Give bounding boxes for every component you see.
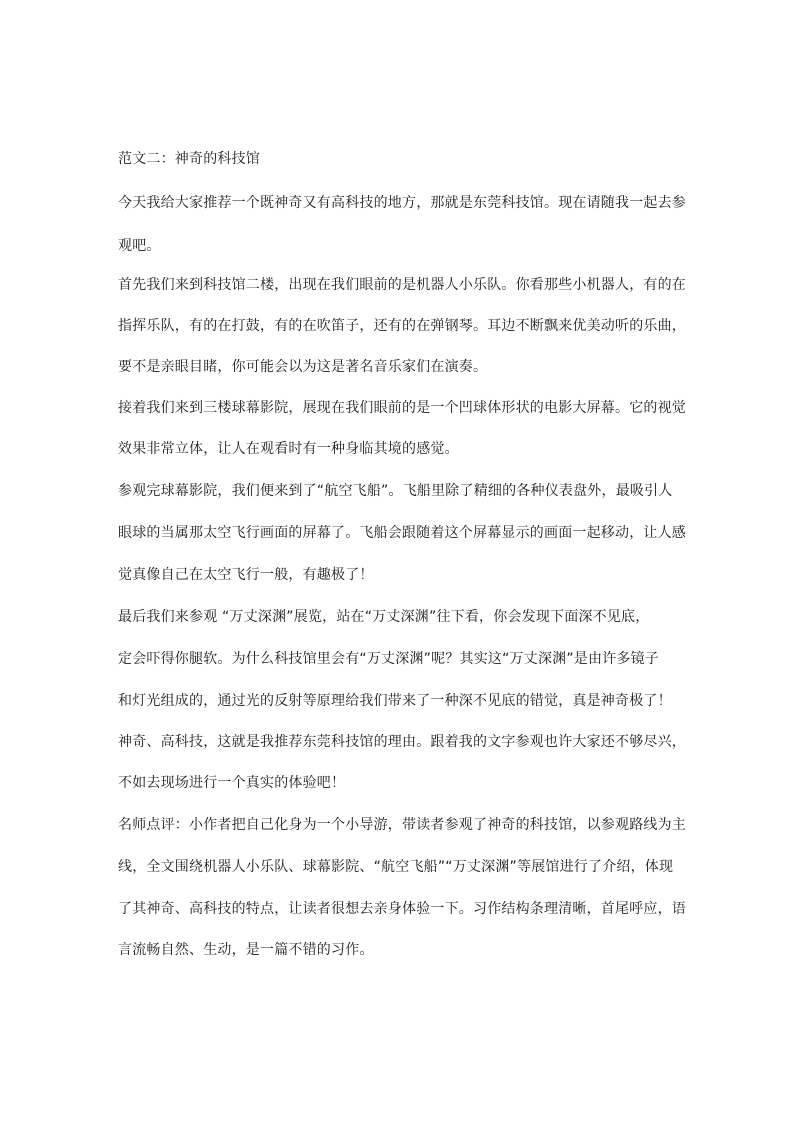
text-line: 首先我们来到科技馆二楼，出现在我们眼前的是机器人小乐队。你看那些小机器人，有的在 [118, 277, 686, 293]
text-line: 接着我们来到三楼球幕影院，展现在我们眼前的是一个凹球体形状的电影大屏幕。它的视觉 [118, 400, 686, 416]
text-line: 要不是亲眼目睹，你可能会以为这是著名音乐家们在演奏。 [118, 359, 488, 375]
text-line: 今天我给大家推荐一个既神奇又有高科技的地方，那就是东莞科技馆。现在请随我一起去参 [118, 195, 686, 211]
text-line: 神奇、高科技，这就是我推荐东莞科技馆的理由。跟着我的文字参观也许大家还不够尽兴， [118, 734, 686, 750]
text-line: 指挥乐队，有的在打鼓，有的在吹笛子，还有的在弹钢琴。耳边不断飘来优美动听的乐曲， [118, 318, 686, 334]
text-line: 最后我们来参观 “万丈深渊”展览，站在“万丈深渊”往下看，你会发现下面深不见底， [118, 609, 650, 625]
text-line: 和灯光组成的，通过光的反射等原理给我们带来了一种深不见底的错觉，真是神奇极了！ [118, 693, 672, 709]
text-line: 眼球的当属那太空飞行画面的屏幕了。飞船会跟随着这个屏幕显示的画面一起移动，让人感 [118, 525, 686, 541]
text-line: 不如去现场进行一个真实的体验吧！ [118, 775, 346, 791]
text-line: 参观完球幕影院，我们便来到了“航空飞船”。飞船里除了精细的各种仪表盘外，最吸引人 [118, 483, 673, 499]
comment-line: 言流畅自然、生动，是一篇不错的习作。 [118, 942, 374, 958]
text-line: 效果非常立体，让人在观看时有一种身临其境的感觉。 [118, 441, 459, 457]
comment-line: 名师点评：小作者把自己化身为一个小导游，带读者参观了神奇的科技馆，以参观路线为主 [118, 817, 686, 833]
text-line: 觉真像自己在太空飞行一般，有趣极了！ [118, 567, 374, 583]
text-line: 观吧。 [118, 238, 161, 254]
document-title: 范文二：神奇的科技馆 [118, 151, 260, 167]
text-line: 定会吓得你腿软。为什么科技馆里会有“万丈深渊”呢？其实这“万丈深渊”是由许多镜子 [118, 651, 660, 667]
comment-line: 线，全文围绕机器人小乐队、球幕影院、“航空飞船”“万丈深渊”等展馆进行了介绍，体现 [118, 859, 674, 875]
comment-line: 了其神奇、高科技的特点，让读者很想去亲身体验一下。习作结构条理清晰，首尾呼应，语 [118, 901, 686, 917]
